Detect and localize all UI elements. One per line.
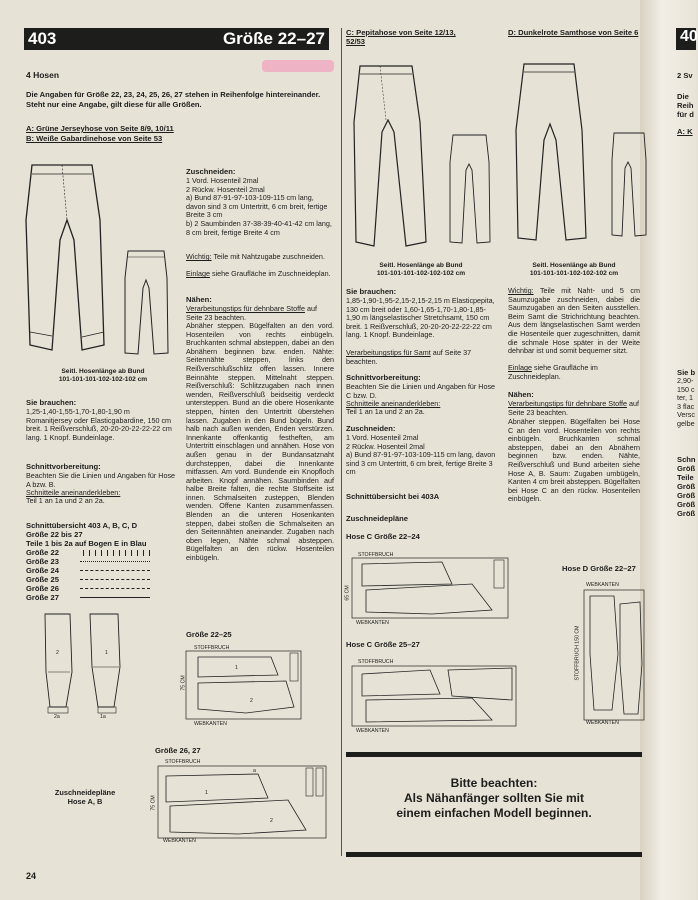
- intro-text: Die Angaben für Größe 22, 23, 24, 25, 26, 27 stehen in Reihenfolge hintereinander. Steht nur eine Angabe, gilt diese für alle Größen.: [26, 90, 321, 109]
- size-legend: [26, 548, 150, 602]
- column-divider: [341, 28, 342, 856]
- notice-rule-top: [346, 752, 642, 757]
- plan-a-label-2: a: [253, 768, 256, 774]
- line-style-solid: [80, 597, 150, 598]
- sewing-tips: Verarbeitungstips für dehnbare Stoffe auf Seite 23 beachten.: [186, 304, 317, 322]
- stoffbruch-label-2: STOFFBRUCH: [165, 759, 201, 765]
- notice-line-2: Als Nähanfänger sollten Sie mit: [403, 791, 585, 805]
- c1-webkanten: WEBKANTEN: [356, 620, 389, 626]
- overview-parts: Teile 1 bis 2a auf Bogen E in Blau: [26, 539, 147, 548]
- piece-label-2: 2: [56, 650, 59, 656]
- caption-d-2: 101-101-101-102-102-102 cm: [529, 269, 619, 277]
- cutting-heading: Zuschneiden:: [186, 167, 236, 176]
- d-sewing-heading: Nähen:: [508, 390, 534, 399]
- d-sewing-body: Abnäher steppen. Bügelfalten bei Hose C an den vord. Hosenteilen von rechts einbügeln. Bruchkanten schmal absteppen, dabei an den Abnähern beginnen bzw. enden. Nähte, Reißverschluß und Bund arbeiten siehe Hose A, B. Saum: Zugaben umbügeln, Kanten 4 cm breit absteppen. Bügelfalten bei Hose C an den rückw. Hosenteilen einbügeln.: [508, 417, 640, 504]
- hose-d-label: Hose D Größe 22–27: [562, 564, 636, 573]
- d-webkanten-top: WEBKANTEN: [586, 582, 619, 588]
- stoffbruch-label-1: STOFFBRUCH: [194, 645, 230, 651]
- caption-c-2: 101-101-101-102-102-102 cm: [376, 269, 466, 277]
- c-materials-heading: Sie brauchen:: [346, 287, 397, 296]
- overview-heading: Schnittübersicht 403 A, B, C, D: [26, 521, 138, 530]
- c-cutting-line-2: 2 Rückw. Hosenteil 2mal: [346, 441, 425, 451]
- cutting-plan-26-27: [158, 762, 330, 844]
- size-title: Größe 22–27: [222, 29, 325, 48]
- section-heading: 4 Hosen: [26, 70, 60, 80]
- c-prep-heading: Schnittvorbereitung:: [346, 373, 421, 382]
- c1-cm65: 65 CM: [344, 585, 351, 601]
- line-style-cross: [80, 550, 150, 556]
- c-cutting-line-1: 1 Vord. Hosenteil 2mal: [346, 433, 419, 442]
- cutting-line-2: 2 Rückw. Hosenteil 2mal: [186, 184, 265, 194]
- cutting-plan-c-22-24: [352, 552, 512, 624]
- next-page-text-2: Sie b 2,90- 150 c ter, 1 3 flac Versc gelbe: [677, 368, 696, 428]
- piece-label-1a: 1a: [100, 714, 106, 720]
- cutting-line-1: 1 Vord. Hosenteil 2mal: [186, 176, 259, 185]
- item-b: B: Weiße Gabardinehose von Seite 53: [26, 134, 163, 143]
- pants-d-flat: [610, 130, 650, 240]
- c2-stoffbruch: STOFFBRUCH: [358, 659, 394, 665]
- next-page-text-3: Schn Größ Teile Größ Größ Größ Größ: [677, 455, 696, 518]
- highlight-marker: [262, 60, 334, 72]
- item-d: D: Dunkelrote Samthose von Seite 6: [508, 28, 639, 37]
- materials-heading: Sie brauchen:: [26, 398, 77, 407]
- plan-2-label-2: 2: [270, 818, 273, 824]
- caption-ab-2: 101-101-101-102-102-102 cm: [58, 375, 148, 383]
- pants-a-illustration: [22, 160, 112, 360]
- interfacing-note: Einlage siehe Graufläche im Zuschneideplan.: [186, 269, 331, 278]
- pants-c-illustration: [350, 62, 430, 252]
- d-interfacing-note: Einlage siehe Graufläche im Zuschneideplan.: [508, 363, 598, 381]
- hose-c-25-27-label: Hose C Größe 25–27: [346, 640, 420, 649]
- item-c: C: Pepitahose von Seite 12/13, 52/53: [346, 28, 456, 46]
- materials-text: 1,25-1,40-1,55-1,70-1,80-1,90 m Romanitjersey oder Elasticgabardine, 150 cm breit. 1 Reißverschluß, 20-20-20-22-22-22 cm lang. 1 Knopf. Bundeinlage.: [26, 407, 172, 442]
- cutting-line-3: a) Bund 87-91-97-103-109-115 cm lang, davon sind 3 cm Untertritt, 6 cm breit, fertige Breite 3 cm: [186, 193, 328, 220]
- size-row-23: Größe 23: [26, 557, 150, 566]
- c-cutting-list: [346, 434, 496, 477]
- plan-1-label-2: 1: [205, 790, 208, 796]
- piece-label-1: 1: [105, 650, 108, 656]
- c-cutting-plans-heading: Zuschneidepläne: [346, 514, 409, 523]
- size-row-24: Größe 24: [26, 566, 150, 575]
- next-page-header: 40: [676, 28, 696, 50]
- notice-line-1: Bitte beachten:: [450, 776, 538, 790]
- page-number-badge: 403: [28, 29, 57, 48]
- pattern-prep-text: Beachten Sie die Linien und Angaben für Hose A bzw. B.: [26, 471, 176, 489]
- size-row-25: Größe 25: [26, 575, 150, 584]
- size-row-26: Größe 26: [26, 584, 150, 593]
- header-bar: [24, 28, 329, 50]
- c-prep-text-2: Teil 1 an 1a und 2 an 2a.: [346, 407, 425, 416]
- webkanten-label-1: WEBKANTEN: [194, 721, 227, 727]
- pattern-pieces-sketch: [40, 612, 130, 722]
- c-prep-link: Schnitteile aneinanderkleben:: [346, 399, 441, 408]
- notice-rule-bottom: [346, 852, 642, 857]
- next-page-text: 2 Sv Die Reih für d A: K: [677, 71, 694, 136]
- size-row-27: Größe 27: [26, 593, 150, 602]
- caption-ab-1: Seitl. Hosenlänge ab Bund: [61, 367, 145, 375]
- cutting-line-4: b) 2 Saumbinden 37-38-39-40-41-42 cm lang, 8 cm breit, fertige Breite 4 cm: [186, 218, 332, 237]
- pants-c-flat: [448, 132, 493, 247]
- important-note: Wichtig: Teile mit Nahtzugabe zuschneiden.: [186, 252, 325, 261]
- c-prep-text: Beachten Sie die Linien und Angaben für Hose C bzw. D.: [346, 382, 496, 400]
- pants-b-illustration: [122, 248, 172, 358]
- d-important-note: Wichtig: Teile mit Naht- und 5 cm Saumzugabe zuschneiden, dabei die Saumzugaben an den Seiten ausstellen. Beim Samt die Strichrichtung beachten. Aus dem längselastischen Samt werden die Hosenteile quer zugeschnitten, damit die schmale Hose später in der Weite dehnbar ist und somit bequemer sitzt.: [508, 286, 640, 356]
- pattern-prep-text-2: Teil 1 an 1a und 2 an 2a.: [26, 496, 105, 505]
- c1-stoffbruch: STOFFBRUCH: [358, 552, 394, 558]
- item-a: A: Grüne Jerseyhose von Seite 8/9, 10/11: [26, 124, 174, 133]
- sewing-heading: Nähen:: [186, 295, 212, 304]
- size-22-25-label: Größe 22–25: [186, 630, 232, 639]
- plan-1-label: 1: [235, 665, 238, 671]
- notice-box: [346, 776, 642, 821]
- c2-webkanten: WEBKANTEN: [356, 728, 389, 734]
- cm75-label-1: 75 CM: [180, 675, 187, 691]
- c-cutting-heading: Zuschneiden:: [346, 424, 396, 433]
- cutting-list: [186, 177, 334, 237]
- cutting-plan-d: [584, 584, 646, 724]
- overview-sizes: Größe 22 bis 27: [26, 530, 83, 539]
- size-row-22: Größe 22: [26, 548, 150, 557]
- caption-c-1: Seitl. Hosenlänge ab Bund: [379, 261, 463, 269]
- webkanten-label-2: WEBKANTEN: [163, 838, 196, 844]
- line-style-dashdot: [80, 570, 150, 571]
- size-26-27-label: Größe 26, 27: [155, 746, 201, 755]
- pants-d-illustration: [512, 60, 592, 250]
- plan-2-label: 2: [250, 698, 253, 704]
- pattern-prep-link: Schnitteile aneinanderkleben:: [26, 488, 121, 497]
- d-webkanten-bottom: WEBKANTEN: [586, 720, 619, 726]
- piece-label-2a: 2a: [54, 714, 60, 720]
- notice-line-3: einem einfachen Modell beginnen.: [396, 806, 592, 820]
- c-cutting-line-3: a) Bund 87-91-97-103-109-115 cm lang, davon sind 3 cm Untertritt, 6 cm breit, fertige Breite 3 cm: [346, 450, 496, 477]
- cutting-plans-label-1: Zuschneidepläne: [54, 788, 116, 798]
- footer-page-number: 24: [26, 871, 37, 881]
- cutting-plan-22-25: [186, 645, 306, 725]
- d-sewing-tips: Verarbeitungstips für dehnbare Stoffe auf Seite 23 beachten.: [508, 399, 639, 417]
- line-style-dash: [80, 579, 150, 580]
- c-materials-text: 1,85-1,90-1,95-2,15-2,15-2,15 m Elasticpepita, 130 cm breit oder 1,60-1,65-1,70-1,80-1,85-1,90 m längselastischer Stretchsamt, 150 cm breit. 1 Reißverschluß, 20-20-20-22-22-22 cm lang. 1 Knopf. Bundeinlage.: [346, 296, 495, 340]
- hose-c-22-24-label: Hose C Größe 22–24: [346, 532, 420, 541]
- sewing-body: Abnäher steppen. Bügelfalten an den vord. Hosenteilen von rechts einbügeln. Bruchkanten schmal absteppen, dabei an den Abnähern beginnen bzw. enden. Nähte: Seitennähte steppen, links den Reißverschlußschlitz offen lassen. Innere Beinnähte steppen. Mittelnaht steppen. Reißverschluß: Schlitzzugaben nach innen wenden, Reißverschluß beidseitig verdeckt untersteppen. Bund an die obere Hosenkante steppen, hinten den Untertritt überstehen lassen. Zugaben in den Bund bügeln. Bund halb nach außen wenden, Enden verstürzen. Innenkante offenkantig festheften, am Untertritt einschlagen und annähen. Hose von außen genau in der Bundansatznaht durchsteppen, dabei die Innenkante mitfassen. Am vord. Bundende ein Knopfloch arbeiten. Knopf annähen. Saumbinden auf halbe Breite falten, die rechte Stoffseite ist innen. Schmalseiten zusteppen, Blenden wenden. Offene Kanten zusammenfassen. Blenden an die unteren Hosenkanten steppen, dabei stoßen die Schmalseiten an den Seitennähten aneinander. Zugaben nach oben legen, Nähte schmal absteppen. Bügelfalten an den rückw. Hosenteilen einbügeln.: [186, 321, 334, 563]
- caption-d-1: Seitl. Hosenlänge ab Bund: [532, 261, 616, 269]
- cm75-label-2: 75 CM: [150, 795, 157, 811]
- cutting-plan-c-25-27: [352, 660, 520, 732]
- line-style-dot: [80, 561, 150, 562]
- c-tips: Verarbeitungstips für Samt auf Seite 37 beachten.: [346, 348, 472, 366]
- cutting-plans-label-2: Hose A, B: [67, 797, 103, 807]
- c-overview: Schnittübersicht bei 403A: [346, 492, 440, 501]
- line-style-longdash: [80, 588, 150, 589]
- d-cm150: STOFFBRUCH 150 CM: [574, 625, 581, 681]
- pattern-prep-heading: Schnittvorbereitung:: [26, 462, 101, 471]
